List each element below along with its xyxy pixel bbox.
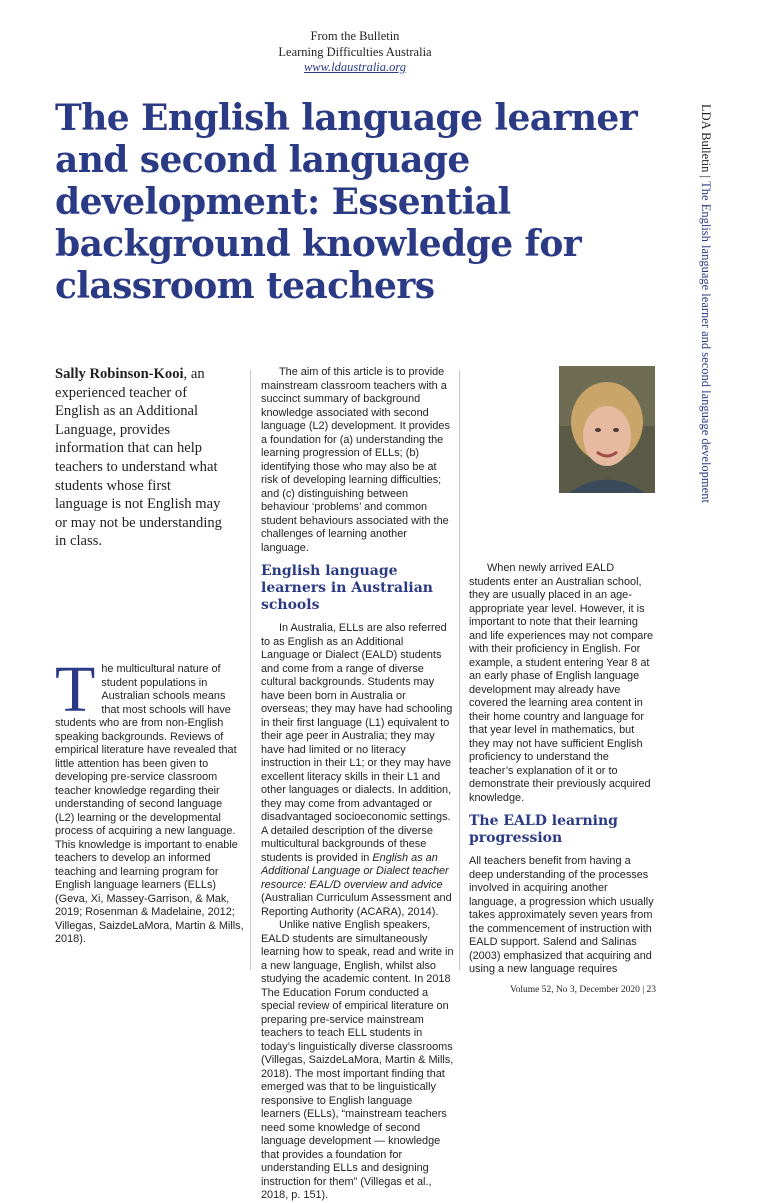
article-title: The English language learner and second language development: Essential background knowledge for classroom teachers bbox=[55, 97, 638, 307]
resource-title: English as an Additional Language or Dialect teacher resource: EAL/D overview and advice bbox=[261, 851, 449, 891]
masthead bbox=[230, 29, 480, 76]
body-column-2 bbox=[261, 366, 454, 1203]
masthead-organisation: Learning Difficulties Australia bbox=[278, 44, 432, 59]
drop-cap: T bbox=[55, 653, 96, 726]
masthead-source: From the Bulletin bbox=[310, 29, 400, 43]
page-footer: Volume 52, No 3, December 2020 | 23 bbox=[509, 985, 656, 995]
paragraph-native-speakers: Unlike native English speakers, EALD students are simultaneously learning how to speak, read and write in a new language, English, whilst also studying the academic content. In 2018 The Education Forum conducted a special review of empirical literature on preparing pre-service mainstream teachers to teach ELL students in today’s linguistically diverse classrooms (Villegas, SaizdeLaMora, Martin & Mills, 2018). The most important finding that emerged was that to be linguistically responsive to English language learners (ELLs), “mainstream teachers need some knowledge of second language development — knowledge that provides a foundation for understanding ELLs and designing instruction for them” (Villegas et al., 2018, p. 151). bbox=[261, 919, 454, 1201]
paragraph-ealds bbox=[261, 622, 454, 919]
paragraph-newly-arrived: When newly arrived EALD students enter an Australian school, they are usually placed in an age-appropriate year level. However, it is important to note that their learning and life experiences may not compare with their proficiency in English. For example, a student entering Year 8 at an early phase of English language development may already have covered the learning area content in their home country and language for that year level in mathematics, but they may not have sufficient English proficiency to understand the teacher’s explanation of it or to demonstrate their previously acquired knowledge. bbox=[469, 562, 654, 804]
column-divider bbox=[250, 370, 251, 970]
standfirst bbox=[55, 365, 227, 551]
paragraph-intro: he multicultural nature of student populations in Australian schools means that most schools will have students who are from non-English speaking backgrounds. Reviews of empirical literature have revealed that little attention has been given to developing pre-service classroom teacher knowledge regarding their understanding of second language (L2) learning or the developmental process of acquiring a new language. This knowledge is important to enable teachers to develop an informed teaching and learning program for English language learners (ELLs) (Geva, Xi, Massey-Garrison, & Mak, 2019; Rosenman & Madelaine, 2012; Villegas, SaizdeLaMora, Martin & Mills, 2018). bbox=[55, 663, 244, 945]
paragraph-ealds-text: In Australia, ELLs are also referred to as English as an Additional Language or Dialect (EALD) students and come from a range of diverse cultural backgrounds. Students may have been born in Australia or overseas; they may have had schooling in their first language (L1) equivalent to their age peer in Australia; they may have had limited or no literacy instruction in their L1; or they may have excellent literacy skills in their L1 and other languages or dialects. In addition, they may come from advantaged or disadvantaged socioeconomic settings. A detailed description of the diverse multicultural backgrounds of these students is provided in bbox=[261, 622, 453, 864]
section-heading-eald-progression: The EALD learning progression bbox=[469, 813, 618, 846]
paragraph-progression: All teachers benefit from having a deep understanding of the processes involved in acquiring another language, a progression which usually takes approximately seven years from the commencement of instruction with EALD support. Salend and Salinas (2003) emphasized that acquiring and using a new language requires bbox=[469, 855, 654, 975]
side-separator: | bbox=[699, 172, 713, 182]
paragraph-ealds-citation: (Australian Curriculum Assessment and Reporting Authority (ACARA), 2014). bbox=[261, 892, 452, 918]
side-running-header bbox=[698, 104, 713, 503]
author-portrait bbox=[559, 366, 655, 493]
side-article-label: The English language learner and second language development bbox=[699, 181, 713, 503]
section-heading-ells: English language learners in Australian schools bbox=[261, 563, 433, 613]
standfirst-text: , an experienced teacher of English as an Additional Language, provides information that can help teachers to understand what students whose first language is not English may or may not be understanding in class. bbox=[55, 366, 222, 550]
paragraph-aim: The aim of this article is to provide mainstream classroom teachers with a succinct summary of background knowledge associated with second language (L2) development. It provides a foundation for (a) understanding the learning progression of ELLs; (b) identifying those who may also be at risk of developing learning difficulties; and (c) distinguishing between behaviour ‘problems’ and common student behaviours associated with the challenges of learning another language. bbox=[261, 366, 450, 554]
side-bulletin-label: LDA Bulletin bbox=[699, 104, 713, 173]
masthead-link[interactable]: www.ldaustralia.org bbox=[303, 60, 407, 74]
body-column-1 bbox=[55, 653, 244, 947]
body-column-3 bbox=[469, 366, 655, 977]
author-name: Sally Robinson-Kooi bbox=[55, 366, 184, 382]
column-divider bbox=[459, 370, 460, 970]
